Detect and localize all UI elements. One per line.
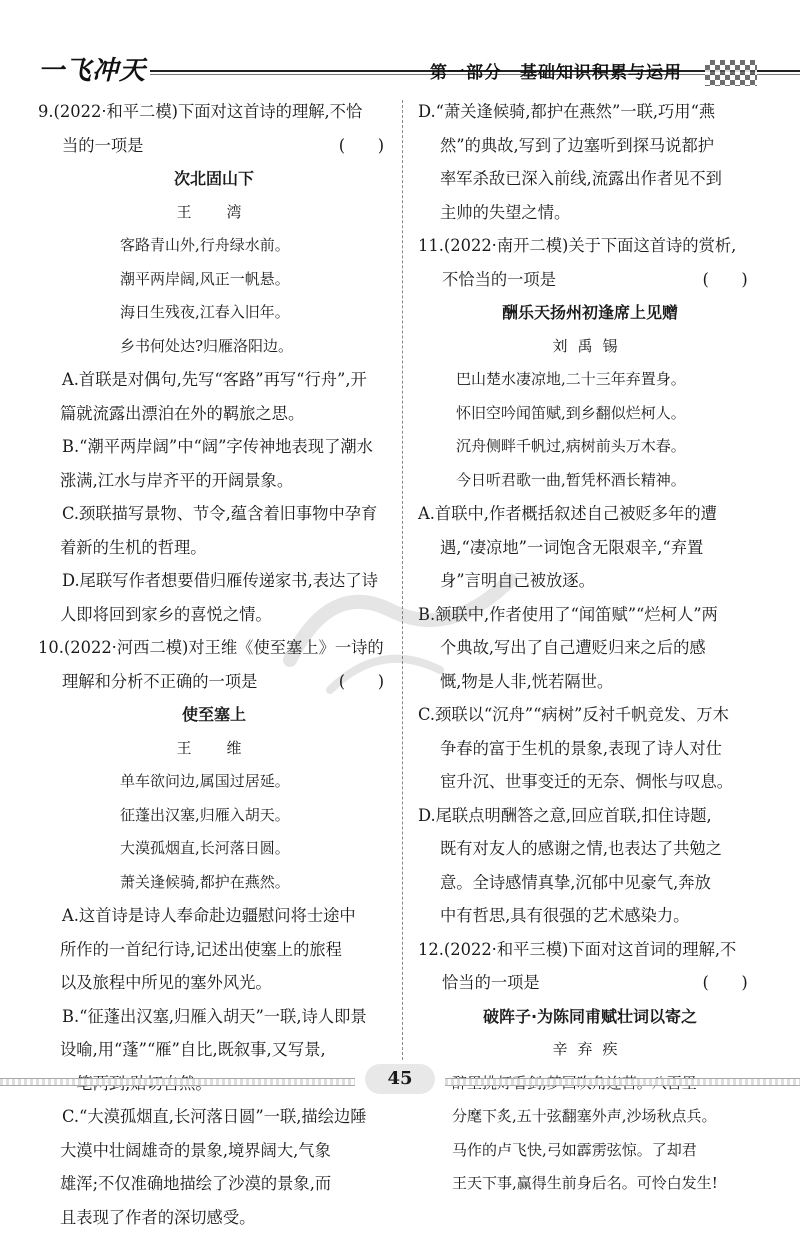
text-line: 海日生残夜,江春入旧年。 [38, 296, 390, 330]
checker-pattern-icon [705, 60, 757, 86]
brand-logo: 一飞冲天 [38, 50, 146, 87]
text-line: C.颈联以“沉舟”“病树”反衬千帆竞发、万木 [418, 698, 762, 732]
text-line: 且表现了作者的深切感受。 [38, 1201, 390, 1234]
text-line: B.颔联中,作者使用了“闻笛赋”“烂柯人”两 [418, 598, 762, 632]
text-line: 马作的卢飞快,弓如霹雳弦惊。了却君 [418, 1134, 762, 1168]
page-number: 45 [365, 1064, 435, 1094]
text-line: 身”言明自己被放逐。 [418, 564, 762, 598]
text-line: B.“潮平两岸阔”中“阔”字传神地表现了潮水 [38, 430, 390, 464]
text-line: 雄浑;不仅准确地描绘了沙漠的景象,而 [38, 1167, 390, 1201]
text-line: 怀旧空吟闻笛赋,到乡翻似烂柯人。 [418, 397, 762, 431]
text-line: 辛弃疾 [418, 1033, 762, 1067]
text-line: 11.(2022·南开二模)关于下面这首诗的赏析, [418, 229, 762, 263]
text-line: 分麾下炙,五十弦翻塞外声,沙场秋点兵。 [418, 1100, 762, 1134]
text-line: 着新的生机的哲理。 [38, 531, 390, 565]
page-header [0, 0, 800, 92]
text-line: 大漠孤烟直,长河落日圆。 [38, 832, 390, 866]
text-line: D.尾联写作者想要借归雁传递家书,表达了诗 [38, 564, 390, 598]
text-line: 乡书何处达?归雁洛阳边。 [38, 330, 390, 364]
text-line: 9.(2022·和平二模)下面对这首诗的理解,不恰 [38, 95, 390, 129]
text-line: 宦升沉、世事变迁的无奈、惆怅与叹息。 [418, 765, 762, 799]
text-line: 客路青山外,行舟绿水前。 [38, 229, 390, 263]
text-line: 潮平两岸阔,风正一帆悬。 [38, 263, 390, 297]
text-line: 12.(2022·和平三模)下面对这首词的理解,不 [418, 933, 762, 967]
right-column [418, 95, 762, 1201]
column-divider [402, 100, 403, 1060]
text-line: 理解和分析不正确的一项是 ( ) [38, 665, 390, 699]
text-line: 当的一项是 ( ) [38, 129, 390, 163]
text-line: 争春的富于生机的景象,表现了诗人对仕 [418, 732, 762, 766]
text-line: 然”的典故,写到了边塞听到探马说都护 [418, 129, 762, 163]
section-title: 第一部分 基础知识积累与运用 [430, 58, 682, 83]
text-line: 遇,“凄凉地”一词饱含无限艰辛,“弃置 [418, 531, 762, 565]
text-line: 单车欲问边,属国过居延。 [38, 765, 390, 799]
text-line: 篇就流露出漂泊在外的羁旅之思。 [38, 397, 390, 431]
text-line: 破阵子·为陈同甫赋壮词以寄之 [418, 1000, 762, 1034]
text-line: 所作的一首纪行诗,记述出使塞上的旅程 [38, 933, 390, 967]
text-line: 刘禹锡 [418, 330, 762, 364]
text-line: 使至塞上 [38, 698, 390, 732]
text-line: 中有哲思,具有很强的艺术感染力。 [418, 899, 762, 933]
text-line: 10.(2022·河西二模)对王维《使至塞上》一诗的 [38, 631, 390, 665]
text-line: D.尾联点明酬答之意,回应首联,扣住诗题, [418, 799, 762, 833]
text-line: 酬乐天扬州初逢席上见赠 [418, 296, 762, 330]
text-line: 人即将回到家乡的喜悦之情。 [38, 598, 390, 632]
text-line: 沉舟侧畔千帆过,病树前头万木春。 [418, 430, 762, 464]
text-line: 今日听君歌一曲,暂凭杯酒长精神。 [418, 464, 762, 498]
text-line: B.“征蓬出汉塞,归雁入胡天”一联,诗人即景 [38, 1000, 390, 1034]
text-line: D.“萧关逢候骑,都护在燕然”一联,巧用“燕 [418, 95, 762, 129]
footer-band-left [0, 1078, 355, 1086]
text-line: 王 湾 [38, 196, 390, 230]
text-line: 巴山楚水凄凉地,二十三年弃置身。 [418, 363, 762, 397]
text-line: 征蓬出汉塞,归雁入胡天。 [38, 799, 390, 833]
text-line: A.首联是对偶句,先写“客路”再写“行舟”,开 [38, 363, 390, 397]
text-line: 萧关逢候骑,都护在燕然。 [38, 866, 390, 900]
text-line: 王 维 [38, 732, 390, 766]
text-line: 慨,物是人非,恍若隔世。 [418, 665, 762, 699]
text-line: C.颈联描写景物、节令,蕴含着旧事物中孕育 [38, 497, 390, 531]
text-line: 主帅的失望之情。 [418, 196, 762, 230]
text-line: 率军杀敌已深入前线,流露出作者见不到 [418, 162, 762, 196]
text-line: A.首联中,作者概括叙述自己被贬多年的遭 [418, 497, 762, 531]
footer-band-right [445, 1078, 800, 1086]
text-line: A.这首诗是诗人奉命赴边疆慰问将士途中 [38, 899, 390, 933]
text-line: 以及旅程中所见的塞外风光。 [38, 966, 390, 1000]
text-line: 涨满,江水与岸齐平的开阔景象。 [38, 464, 390, 498]
text-line: 大漠中壮阔雄奇的景象,境界阔大,气象 [38, 1134, 390, 1168]
text-line: 个典故,写出了自己遭贬归来之后的感 [418, 631, 762, 665]
text-line: 设喻,用“蓬”“雁”自比,既叙事,又写景, [38, 1033, 390, 1067]
text-line: 不恰当的一项是 ( ) [418, 263, 762, 297]
text-line: 既有对友人的感谢之情,也表达了共勉之 [418, 832, 762, 866]
text-line: 恰当的一项是 ( ) [418, 966, 762, 1000]
text-line: 次北固山下 [38, 162, 390, 196]
text-line: C.“大漠孤烟直,长河落日圆”一联,描绘边陲 [38, 1100, 390, 1134]
text-line: 王天下事,赢得生前身后名。可怜白发生! [418, 1167, 762, 1201]
text-line: 意。全诗感情真挚,沉郁中见豪气,奔放 [418, 866, 762, 900]
